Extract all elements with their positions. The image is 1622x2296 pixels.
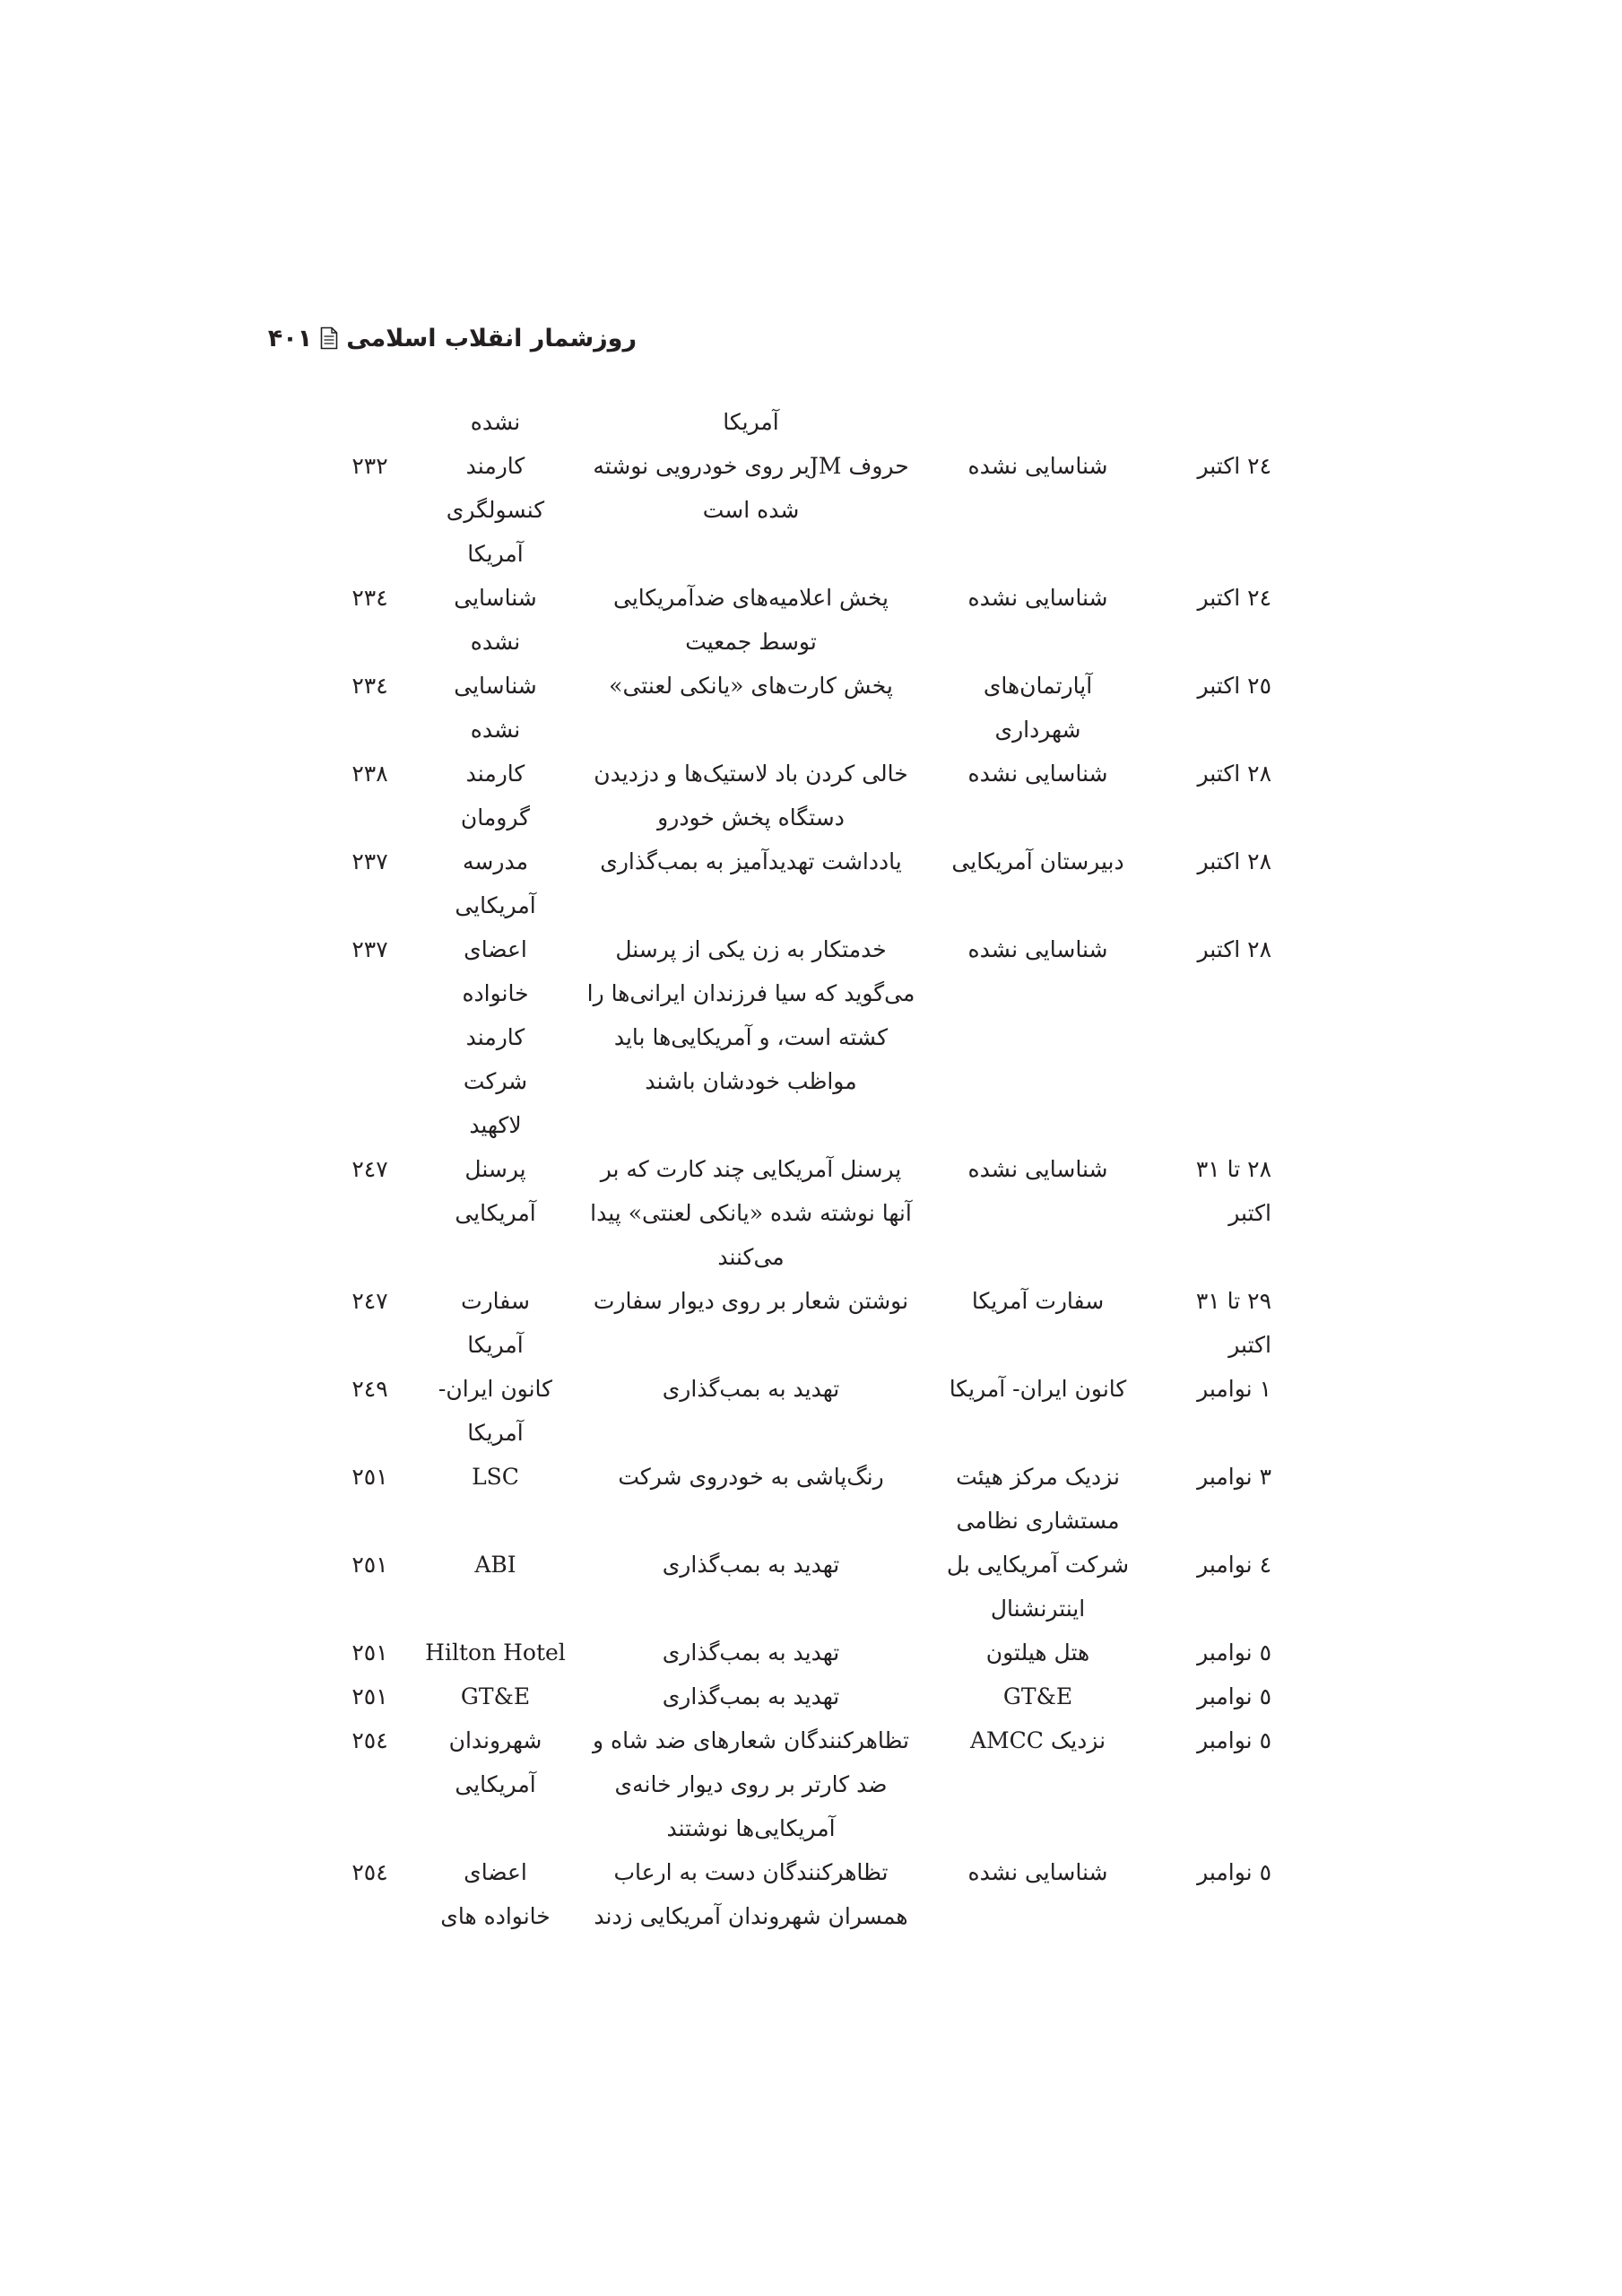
cell-target: ABI <box>474 1552 516 1578</box>
cell-place: شناسایی نشده <box>967 761 1108 787</box>
cell-target: اعضای خانواده کارمند شرکت لاکهید <box>462 936 529 1138</box>
cell-target: کانون ایران- آمریکا <box>438 1376 553 1446</box>
cell-target: شهروندان آمریکایی <box>448 1727 542 1797</box>
cell-event: پخش کارت‌های «یانکی لعنتی» <box>609 673 893 699</box>
events-table <box>323 400 1282 1938</box>
cell-event: تظاهرکنندگان شعارهای ضد شاه و ضد کارتر بر روی دیوار خانه‌ی آمریکایی‌ها نوشتند <box>593 1727 909 1841</box>
table-row <box>323 1718 1282 1850</box>
cell-target: سفارت آمریکا <box>461 1288 530 1358</box>
cell-place: کانون ایران- آمریکا <box>949 1376 1127 1402</box>
cell-date: ٥ نوامبر <box>1197 1859 1271 1885</box>
cell-reference: ۲٥٤ <box>351 1859 388 1885</box>
cell-event: تهدید به بمب‌گذاری <box>662 1639 840 1665</box>
cell-date: ۱ نوامبر <box>1197 1376 1271 1402</box>
cell-place: شناسایی نشده <box>967 1156 1108 1182</box>
table-row <box>323 927 1282 1147</box>
cell-date: ۲٤ اکتبر <box>1197 453 1271 479</box>
cell-place: هتل هیلتون <box>985 1639 1090 1665</box>
cell-reference: ۲٥۱ <box>351 1552 388 1578</box>
cell-place: دبیرستان آمریکایی <box>951 848 1124 874</box>
cell-place: شناسایی نشده <box>967 1859 1108 1885</box>
cell-reference: ۲٥۱ <box>351 1683 388 1709</box>
cell-target: کارمند کنسولگری آمریکا <box>446 453 545 567</box>
cell-place: سفارت آمریکا <box>971 1288 1105 1314</box>
cell-reference: ۲٥۱ <box>351 1639 388 1665</box>
table-row <box>323 664 1282 752</box>
cell-event: خدمتکار به زن یکی از پرسنل می‌گوید که سیا فرزندان ایرانی‌ها را کشته است، و آمریکایی‌ها باید مواظب خودشان باشند <box>586 936 915 1094</box>
cell-date: ٥ نوامبر <box>1197 1683 1271 1709</box>
cell-reference: ۲۳٤ <box>351 585 388 611</box>
cell-reference: ۲٤۷ <box>351 1156 388 1182</box>
cell-date: ۲۹ تا ۳۱ اکتبر <box>1195 1288 1271 1358</box>
cell-reference: ۲٤۹ <box>351 1376 388 1402</box>
cell-target: مدرسه آمریکایی <box>455 848 536 918</box>
cell-reference: ۲۳۸ <box>351 761 388 787</box>
cell-event: یادداشت تهدیدآمیز به بمب‌گذاری <box>600 848 902 874</box>
cell-date: ۲۸ اکتبر <box>1197 761 1271 787</box>
cell-place: GT&E <box>1002 1683 1073 1709</box>
header-title: روزشمار انقلاب اسلامی <box>346 324 637 352</box>
document-icon <box>320 326 338 350</box>
cell-date: ۲۸ اکتبر <box>1197 848 1271 874</box>
cell-date: ٥ نوامبر <box>1197 1727 1271 1753</box>
cell-target: کارمند گرومان <box>460 761 531 831</box>
cell-date: ۲٤ اکتبر <box>1197 585 1271 611</box>
cell-date: ۲۸ تا ۳۱ اکتبر <box>1195 1156 1271 1226</box>
cell-reference: ۲٥۱ <box>351 1464 388 1490</box>
page-number: ۴۰۱ <box>267 324 313 352</box>
cell-event: نوشتن شعار بر روی دیوار سفارت <box>593 1288 909 1314</box>
cell-target: پرسنل آمریکایی <box>455 1156 536 1226</box>
cell-place: نزدیک AMCC <box>969 1727 1106 1753</box>
cell-reference: ۲٤۷ <box>351 1288 388 1314</box>
table-row <box>323 1631 1282 1674</box>
cell-event: تهدید به بمب‌گذاری <box>662 1376 840 1402</box>
table-row <box>323 400 1282 444</box>
cell-event: رنگ‌پاشی به خودروی شرکت <box>618 1464 884 1490</box>
cell-reference: ۲۳۷ <box>351 848 388 874</box>
cell-event: پخش اعلامیه‌های ضدآمریکایی توسط جمعیت <box>612 585 889 655</box>
cell-target: اعضای خانواده های <box>440 1859 551 1929</box>
cell-event: تهدید به بمب‌گذاری <box>662 1552 840 1578</box>
cell-event: تهدید به بمب‌گذاری <box>662 1683 840 1709</box>
cell-date: ۳ نوامبر <box>1197 1464 1271 1490</box>
cell-reference: ۲٥٤ <box>351 1727 388 1753</box>
cell-place: شناسایی نشده <box>967 585 1108 611</box>
cell-target: Hilton Hotel <box>425 1639 566 1665</box>
cell-target: نشده <box>470 409 521 435</box>
cell-reference: ۲۳۲ <box>351 453 388 479</box>
cell-place: شناسایی نشده <box>967 936 1108 962</box>
cell-place: نزدیک مرکز هیئت مستشاری نظامی <box>956 1464 1120 1534</box>
cell-reference: ۲۳٤ <box>351 673 388 699</box>
cell-target: LSC <box>472 1464 519 1490</box>
cell-event: آمریکا <box>723 409 779 435</box>
running-header <box>267 316 637 361</box>
table-row <box>323 444 1282 576</box>
table-row <box>323 1455 1282 1543</box>
table-row <box>323 1674 1282 1718</box>
cell-reference: ۲۳۷ <box>351 936 388 962</box>
table-row <box>323 1279 1282 1367</box>
table-row <box>323 576 1282 664</box>
table-row <box>323 1367 1282 1455</box>
cell-date: ٥ نوامبر <box>1197 1639 1271 1665</box>
cell-date: ۲۸ اکتبر <box>1197 936 1271 962</box>
cell-event: حروف JMبر روی خودرویی نوشته شده است <box>593 453 909 523</box>
table-row <box>323 752 1282 839</box>
table-row <box>323 1850 1282 1938</box>
cell-event: پرسنل آمریکایی چند کارت که بر آنها نوشته شده «یانکی لعنتی» پیدا می‌کنند <box>590 1156 912 1270</box>
cell-target: GT&E <box>460 1683 531 1709</box>
cell-date: ٤ نوامبر <box>1197 1552 1271 1578</box>
table-row <box>323 839 1282 927</box>
cell-place: آپارتمان‌های شهرداری <box>983 673 1093 743</box>
cell-event: تظاهرکنندگان دست به ارعاب همسران شهروندان آمریکایی زدند <box>594 1859 908 1929</box>
cell-place: شرکت آمریکایی بل اینترنشنال <box>946 1552 1130 1622</box>
table-row <box>323 1543 1282 1631</box>
cell-date: ۲٥ اکتبر <box>1197 673 1271 699</box>
cell-place: شناسایی نشده <box>967 453 1108 479</box>
cell-event: خالی کردن باد لاستیک‌ها و دزدیدن دستگاه پخش خودرو <box>594 761 908 831</box>
table-row <box>323 1147 1282 1279</box>
cell-target: شناسایی نشده <box>454 673 537 743</box>
cell-target: شناسایی نشده <box>454 585 537 655</box>
